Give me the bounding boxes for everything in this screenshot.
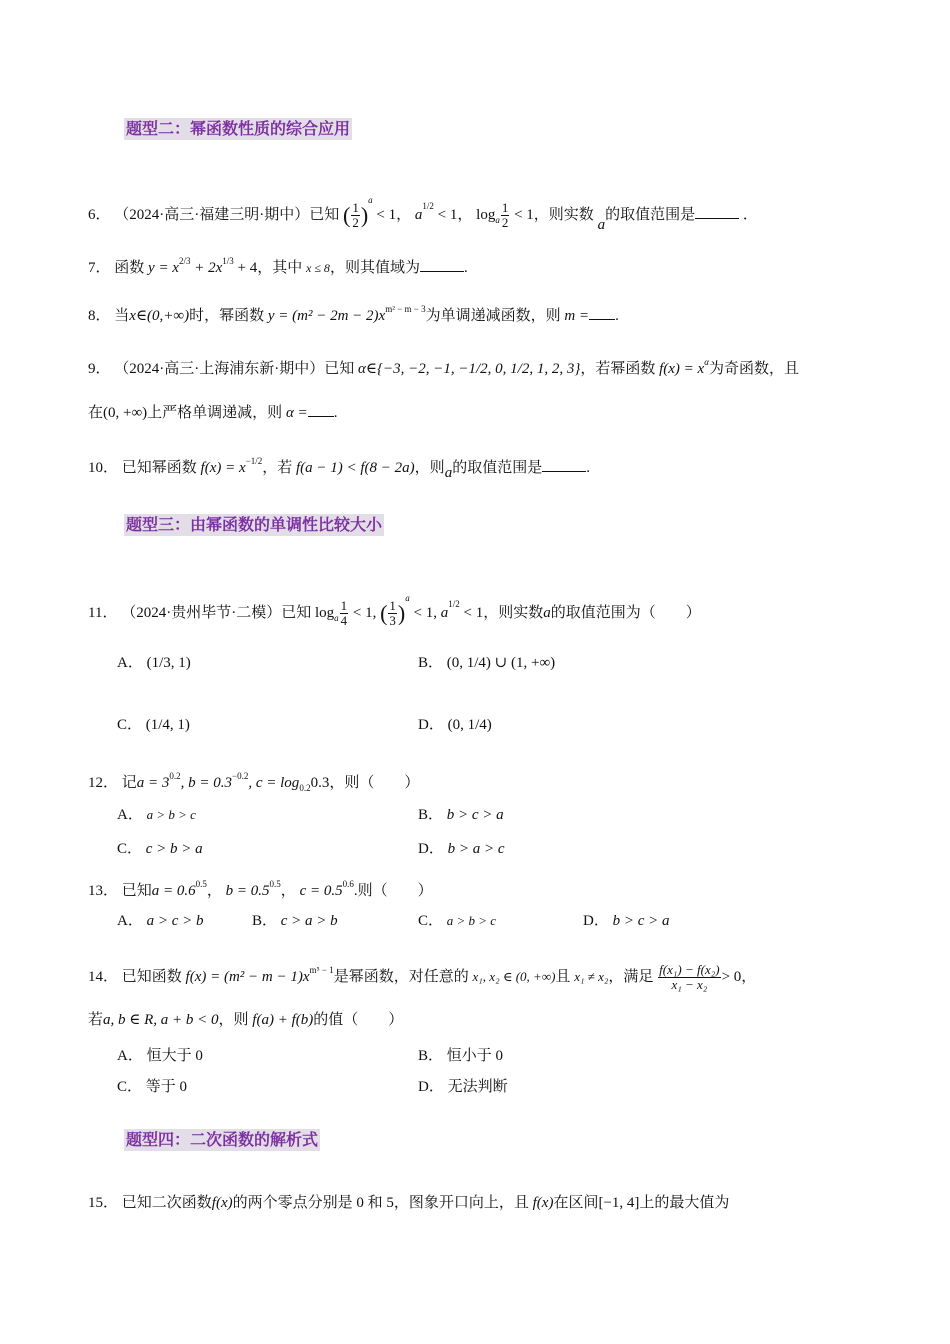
option-d[interactable]: D． b > c > a xyxy=(583,913,670,929)
question-14-line-2: 若a, b ∈ R, a + b < 0，则 f(a) + f(b)的值（ ） xyxy=(88,1012,404,1028)
question-number: 9． xyxy=(88,361,111,377)
section-title-type-3: 题型三：由幂函数的单调性比较大小 xyxy=(126,515,383,534)
question-10: 10． 已知幂函数 $f(x) = x^{-1/2}$，若 f(a − 1) < f(8 − 2a)，则a的取值范围是 . xyxy=(88,456,590,481)
question-9-line-1: 9． （2024·高三·上海浦东新·期中）已知 α∈{−3, −2, −1, −1/2, 0, 1/2, 1, 2, 3}，若幂函数 $f(x) = x^\alpha$为奇函数，且 xyxy=(88,357,799,377)
option-b[interactable]: B． c > a > b xyxy=(252,913,338,929)
question-number: 13． xyxy=(88,883,119,899)
option-b[interactable]: B． 恒小于 0 xyxy=(418,1048,504,1064)
option-a[interactable]: A． a > c > b xyxy=(117,913,204,929)
option-c[interactable]: C． c > b > a xyxy=(117,841,203,857)
section-title-type-4: 题型四：二次函数的解析式 xyxy=(126,1130,319,1149)
answer-blank xyxy=(542,457,586,472)
answer-blank xyxy=(695,204,739,219)
answer-blank xyxy=(589,305,615,320)
option-c[interactable]: C． 等于 0 xyxy=(117,1079,188,1095)
option-c[interactable]: C． a > b > c xyxy=(418,913,497,929)
question-9-line-2: 在(0, +∞)上严格单调递减，则 α = . xyxy=(88,402,337,423)
question-14-line-1: 14． 已知函数 $f(x) = (m^2 - m - 1)x^{m^5 - 1}$是幂函数，对任意的 x₁, x₂ ∈ (0, +∞)且 x₁ ≠ x₂，满足 $\frac{\text{f(x₁) − f(x₂)}}{\text{x₁ − x₂}}$ > 0， xyxy=(88,962,757,993)
option-a[interactable]: A． (1/3, 1) xyxy=(117,655,191,671)
option-a-value: (1/3, 1) xyxy=(146,655,191,671)
section-title-type-2: 题型二：幂函数性质的综合应用 xyxy=(126,119,351,138)
option-a[interactable]: A． 恒大于 0 xyxy=(117,1048,203,1064)
option-d[interactable]: D． (0, 1/4) xyxy=(418,717,492,733)
question-number: 11． xyxy=(88,605,118,621)
question-number: 8． xyxy=(88,308,111,324)
answer-blank xyxy=(308,402,334,417)
question-number: 15． xyxy=(88,1195,119,1211)
question-15: 15． 已知二次函数f(x)的两个零点分别是 0 和 5，图象开口向上，且 f(x)在区间[−1, 4]上的最大值为 xyxy=(88,1195,730,1211)
question-11: 11． （2024·贵州毕节·二模）已知 $\log_a$ $\frac{1}{4}$ < 1, ( $\frac{1}{3}$ )$^a$ < 1, $a^{1/2} < 1$，则实数a的取值范围为（ ） xyxy=(88,593,701,629)
question-13: 13． 已知$a = 0.6^{0.5}$， $b = 0.5^{0.5}$， $c = 0.5^{0.6}$.则（ ） xyxy=(88,879,433,899)
question-8: 8． 当x∈(0,+∞)时，幂函数 $y = (m^2 - 2m - 2)x^{m^2 - m - 3}$为单调递减函数，则 m = . xyxy=(88,304,619,324)
question-number: 10． xyxy=(88,460,119,476)
option-b[interactable]: B． b > c > a xyxy=(418,807,504,823)
question-number: 6． xyxy=(88,207,111,223)
question-source: （2024·高三·上海浦东新·期中）已知 xyxy=(114,361,355,377)
question-source: （2024·贵州毕节·二模）已知 xyxy=(121,605,312,621)
answer-blank xyxy=(420,257,464,272)
option-d[interactable]: D． b > a > c xyxy=(418,841,505,857)
option-d[interactable]: D． 无法判断 xyxy=(418,1079,508,1095)
option-c[interactable]: C． (1/4, 1) xyxy=(117,717,190,733)
question-number: 12． xyxy=(88,775,119,791)
question-12: 12． 记$a = 3^{0.2}$, $b = 0.3^{-0.2}$, $c = \log_{0.2}0.3$，则（ ） xyxy=(88,771,420,793)
option-d-value: (0, 1/4) xyxy=(447,717,492,733)
question-6: 6． （2024·高三·福建三明·期中）已知 ( $\frac{1}{2}$ )$^a$ < 1， $a^{1/2} < 1$， $\log_a$ $\frac{1}{2}$ < 1，则实数 a的取值范围是 ． xyxy=(88,195,758,233)
option-b-value: (0, 1/4) ∪ (1, +∞) xyxy=(446,655,556,671)
option-b[interactable]: B． (0, 1/4) ∪ (1, +∞) xyxy=(418,655,556,671)
option-c-value: (1/4, 1) xyxy=(145,717,190,733)
option-a[interactable]: A． a > b > c xyxy=(117,807,196,823)
question-source: （2024·高三·福建三明·期中）已知 xyxy=(114,207,340,223)
question-7: 7． 函数 $y = x^{2/3} + 2x^{1/3} + 4$，其中 x ≤ 8，则其值域为 . xyxy=(88,256,468,276)
question-number: 14． xyxy=(88,969,119,985)
question-number: 7． xyxy=(88,260,111,276)
